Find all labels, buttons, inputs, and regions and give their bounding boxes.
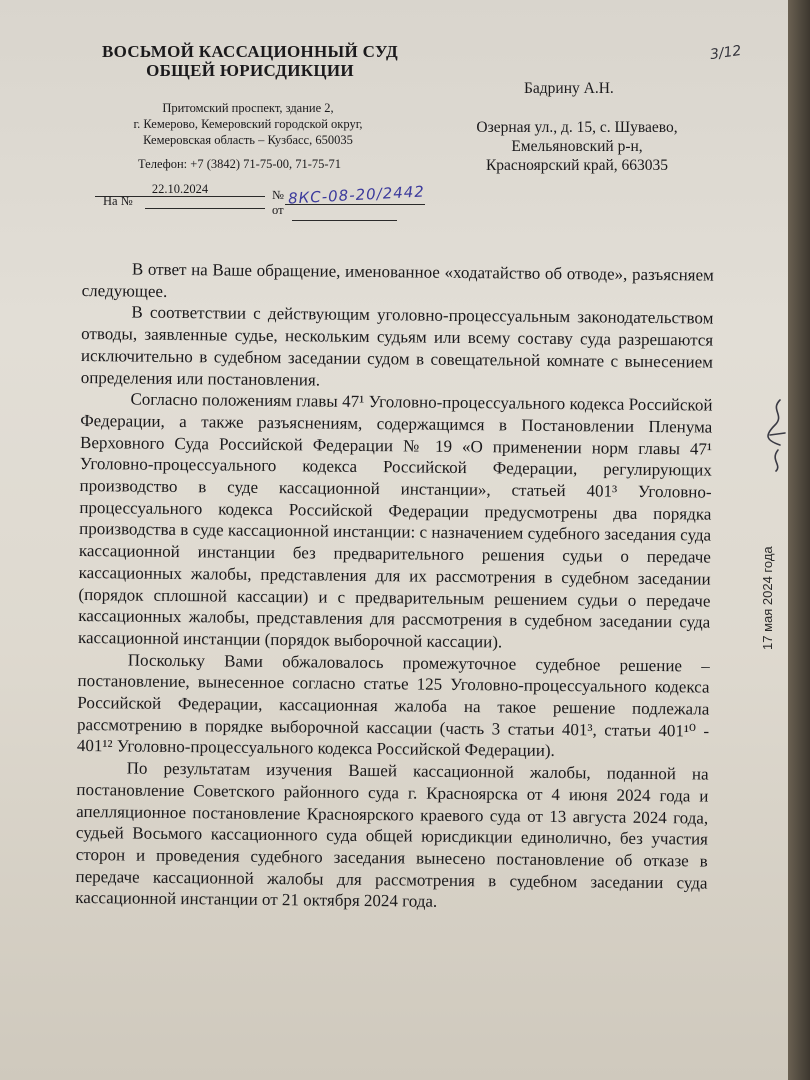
court-address-line-3: Кемеровская область – Кузбасс, 650035 [143, 133, 353, 147]
recipient-address [462, 118, 692, 175]
body-paragraph-4: Поскольку Вами обжаловалось промежуточное судебное решение – постановление, вынесенное согласно статье 125 Уголовно-процессуального кодекса Российской Федерации, кассационная жалоба на такое решение подлежала рассмотрению в порядке выборочной кассации (часть 3 статьи 401³, статьи 401¹⁰ - 401¹² Уголовно-процессуального кодекса Российской Федерации). [76, 650, 710, 761]
reference-label: На № [103, 194, 133, 208]
reference-line [145, 208, 265, 209]
letter-date: 22.10.2024 [95, 182, 265, 197]
recipient-address-line-2: Емельяновский р-н, [511, 138, 643, 155]
court-name-line-1: ВОСЬМОЙ КАССАЦИОННЫЙ СУД [101, 42, 399, 61]
handwritten-number: 8КС-08-20/2442 [287, 182, 426, 208]
body-paragraph-5: По результатам изучения Вашей кассационной жалобы, поданной на постановление Советского районного суда г. Красноярска от 4 июня 2024 года и апелляционное постановление Красноярского краевого суда от 13 августа 2024 года, судьей Восьмого кассационного суда общей юрисдикции единолично, без участия сторон и проведения судебного заседания вынесено постановление об отказе в передаче кассационной жалобы для рассмотрения в судебном заседании суда кассационной инстанции от 21 октября 2024 года. [75, 758, 709, 912]
court-name-line-2: ОБЩЕЙ ЮРИСДИКЦИИ [146, 61, 354, 80]
from-label: от [272, 203, 284, 217]
court-name [100, 42, 400, 80]
recipient-name: Бадрину А.Н. [524, 80, 614, 97]
court-address [108, 100, 388, 148]
from-line [292, 220, 397, 221]
court-phone: Телефон: +7 (3842) 71-75-00, 71-75-71 [138, 157, 342, 171]
recipient-address-line-1: Озерная ул., д. 15, с. Шуваево, [476, 119, 678, 136]
paper-edge-shadow [788, 0, 810, 1080]
letter-body [75, 258, 714, 916]
body-paragraph-3: Согласно положениям главы 47¹ Уголовно-процессуального кодекса Российской Федерации, а также разъяснениям, содержащимся в Постановлении Пленума Верховного Суда Российской Федерации № 19 «О применении норм главы 47¹ Уголовно-процессуального кодекса Российской Федерации, регулирующих производство в суде кассационной инстанции», статьей 401³ Уголовно-процессуального кодекса Российской Федерации предусмотрены два порядка производства в суде кассационной инстанции: с назначением судебного заседания суда кассационной инстанции без предварительного решения судьи о передаче кассационных жалобы, представления для их рассмотрения в судебном заседании (порядок сплошной кассации) и с предварительным решением судьи о передаче кассационных жалобы, представления для рассмотрения в судебном заседании суда кассационной инстанции (порядок выборочной кассации). [77, 389, 713, 652]
side-margin-date: 17 мая 2024 года [760, 546, 775, 650]
body-paragraph-1: В ответ на Ваше обращение, именованное «ходатайство об отводе», разъясняем следующее. [81, 259, 714, 301]
body-paragraph-2: В соответствии с действующим уголовно-процессуальным законодательством отводы, заявленные судье, нескольким судьям или всему составу суда разрешаются исключительно в судебном заседании судом в совещательной комнате с вынесением определения или постановления. [80, 302, 714, 390]
court-address-line-1: Притомский проспект, здание 2, [162, 101, 334, 115]
number-label: № [272, 188, 284, 202]
recipient-address-line-3: Красноярский край, 663035 [485, 157, 669, 174]
court-address-line-2: г. Кемерово, Кемеровский городской округ, [133, 117, 363, 131]
corner-handwritten-note: 3/12 [709, 42, 743, 64]
